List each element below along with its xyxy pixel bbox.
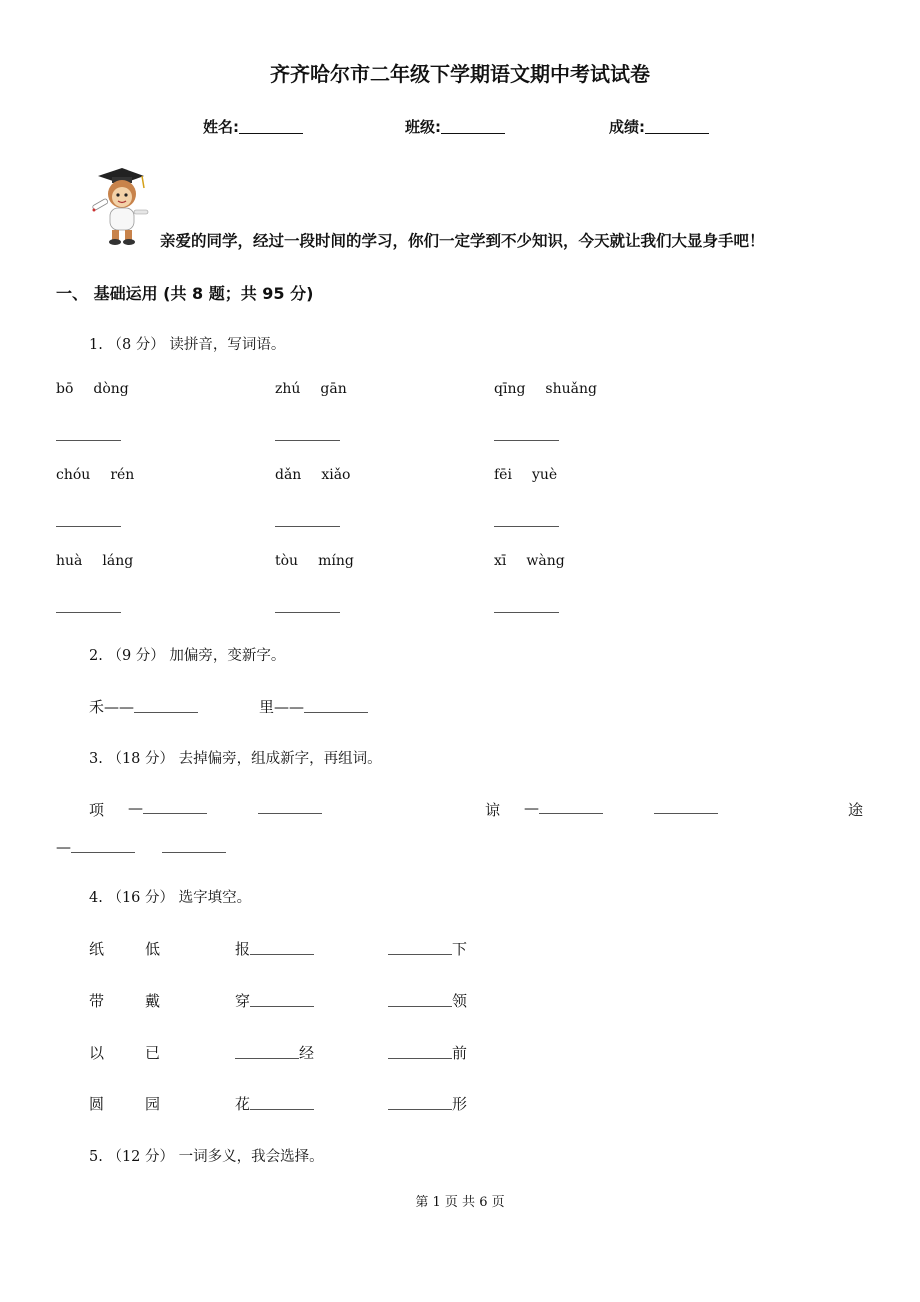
answer-blank[interactable] xyxy=(388,994,452,1007)
q4-char: 戴 xyxy=(145,992,161,1010)
pinyin-item: zhú gān xyxy=(275,381,347,397)
answer-blank[interactable] xyxy=(56,526,121,527)
pinyin-item: xī wàng xyxy=(494,553,565,569)
answer-blank[interactable] xyxy=(143,801,207,814)
q4-char: 带 xyxy=(89,992,105,1010)
pinyin-item: fēi yuè xyxy=(494,467,558,483)
pinyin-item: chóu rén xyxy=(56,467,135,483)
answer-blank-wrap xyxy=(258,799,322,817)
answer-blank[interactable] xyxy=(258,801,322,814)
pinyin-item: qīng shuǎng xyxy=(494,381,597,397)
answer-blank[interactable] xyxy=(494,612,559,613)
class-blank[interactable] xyxy=(441,119,505,134)
q2-item: 禾—— xyxy=(89,696,198,717)
q4-char: 低 xyxy=(145,940,161,958)
pinyin-item: bō dòng xyxy=(56,381,129,397)
question-4-title: 4. （16 分） 选字填空。 xyxy=(89,890,252,906)
question-5-title: 5. （12 分） 一词多义，我会选择。 xyxy=(89,1149,324,1165)
q4-item: 下 xyxy=(388,938,467,959)
answer-blank[interactable] xyxy=(56,440,121,441)
name-label: 姓名: xyxy=(203,118,239,136)
pinyin-item: tòu míng xyxy=(275,553,354,569)
answer-blank[interactable] xyxy=(162,840,226,853)
answer-blank[interactable] xyxy=(304,700,368,713)
q4-item: 经 xyxy=(235,1042,314,1063)
q4-char: 已 xyxy=(145,1044,161,1062)
q3-item: 途 xyxy=(848,801,864,819)
answer-blank[interactable] xyxy=(56,612,121,613)
score-blank[interactable] xyxy=(645,119,709,134)
score-field[interactable] xyxy=(609,116,709,137)
answer-blank[interactable] xyxy=(235,1046,299,1059)
q4-item: 领 xyxy=(388,990,467,1011)
answer-blank[interactable] xyxy=(71,840,135,853)
q3-item: — xyxy=(128,799,207,817)
answer-blank-wrap xyxy=(162,838,226,856)
q3-item: — xyxy=(56,838,135,856)
q4-item: 前 xyxy=(388,1042,467,1063)
answer-blank[interactable] xyxy=(250,942,314,955)
answer-blank[interactable] xyxy=(388,1046,452,1059)
answer-blank[interactable] xyxy=(494,526,559,527)
class-field[interactable] xyxy=(405,116,505,137)
intro-text: 亲爱的同学，经过一段时间的学习，你们一定学到不少知识，今天就让我们大显身手吧！ xyxy=(160,232,765,250)
question-3-title: 3. （18 分） 去掉偏旁，组成新字，再组词。 xyxy=(89,751,382,767)
name-blank[interactable] xyxy=(239,119,303,134)
answer-blank[interactable] xyxy=(539,801,603,814)
q3-item: — xyxy=(524,799,603,817)
answer-blank[interactable] xyxy=(134,700,198,713)
answer-blank[interactable] xyxy=(250,1097,314,1110)
answer-blank[interactable] xyxy=(494,440,559,441)
pinyin-item: huà láng xyxy=(56,553,134,569)
pinyin-item: dǎn xiǎo xyxy=(275,467,351,483)
class-label: 班级: xyxy=(405,118,441,136)
q4-char: 纸 xyxy=(89,940,105,958)
page-number: 第 1 页 共 6 页 xyxy=(415,1195,505,1210)
q4-item: 穿 xyxy=(235,990,314,1011)
q4-char: 圆 xyxy=(89,1095,105,1113)
section-heading: 一、 基础运用 (共 8 题；共 95 分) xyxy=(56,284,314,303)
answer-blank[interactable] xyxy=(275,612,340,613)
q3-item: 谅 xyxy=(485,801,501,819)
answer-blank[interactable] xyxy=(250,994,314,1007)
question-1-title: 1. （8 分） 读拼音，写词语。 xyxy=(89,337,286,353)
score-label: 成绩: xyxy=(609,118,645,136)
question-2-title: 2. （9 分） 加偏旁，变新字。 xyxy=(89,648,286,664)
q3-item: 项 xyxy=(89,801,105,819)
q4-char: 以 xyxy=(89,1044,105,1062)
answer-blank[interactable] xyxy=(275,526,340,527)
page-title: 齐齐哈尔市二年级下学期语文期中考试试卷 xyxy=(270,62,650,86)
q2-item: 里—— xyxy=(259,696,368,717)
q4-char: 园 xyxy=(145,1095,161,1113)
q4-item: 花 xyxy=(235,1093,314,1114)
mascot-illustration xyxy=(86,164,156,246)
answer-blank-wrap xyxy=(654,799,718,817)
q4-item: 形 xyxy=(388,1093,467,1114)
q4-item: 报 xyxy=(235,938,314,959)
name-field[interactable] xyxy=(203,116,303,137)
answer-blank[interactable] xyxy=(275,440,340,441)
answer-blank[interactable] xyxy=(388,1097,452,1110)
answer-blank[interactable] xyxy=(654,801,718,814)
answer-blank[interactable] xyxy=(388,942,452,955)
